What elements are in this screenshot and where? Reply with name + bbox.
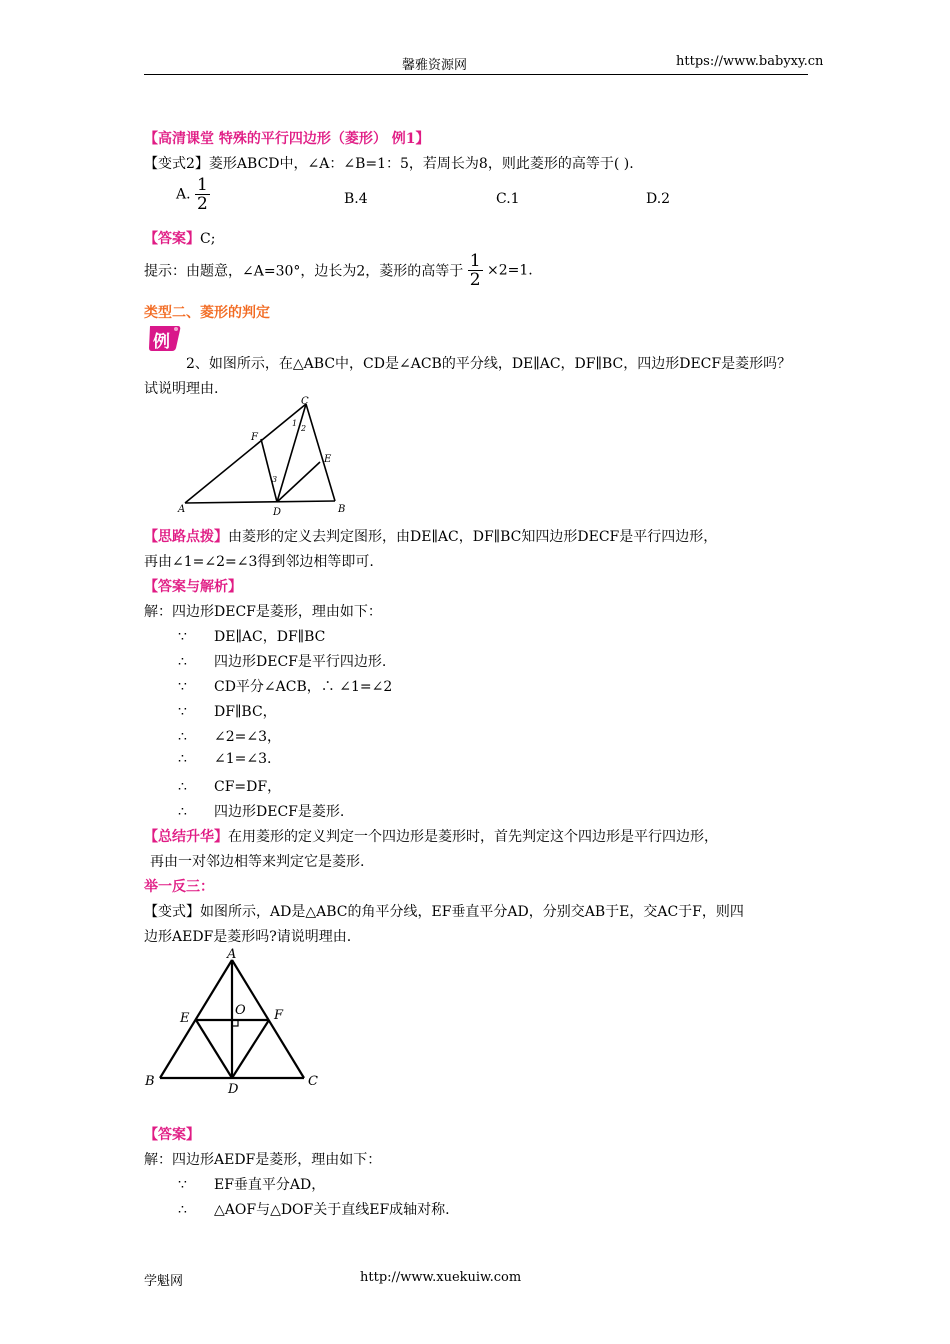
variant-line2: 边形AEDF是菱形吗?请说明理由. [144, 929, 352, 945]
label-o: O [235, 1003, 246, 1018]
solution1-step: ∴ 四边形DECF是菱形. [178, 804, 345, 820]
example2-line1: 2、如图所示，在△ABC中，CD是∠ACB的平分线，DE∥AC，DF∥BC，四边形DECF是菱形吗？ [186, 356, 792, 372]
variant2-question [144, 153, 634, 173]
solution1-step: ∴ ∠2=∠3， [178, 729, 282, 745]
option-a-fraction [195, 176, 210, 213]
option-b: B.4 [344, 191, 368, 207]
answer1-value: C; [200, 231, 216, 247]
segment-ed [196, 1020, 232, 1078]
side-ac [185, 404, 306, 503]
answer1-tag: 【答案】 [144, 231, 200, 247]
hint-den: 2 [469, 270, 481, 290]
variant-line1 [144, 901, 744, 921]
option-a-num: 1 [197, 175, 208, 195]
footer-url[interactable]: http://www.xuekuiw.com [360, 1270, 522, 1285]
summary-line2: 再由一对邻边相等来判定它是菱形. [150, 854, 365, 870]
solution1-step: ∵ DF∥BC， [178, 704, 277, 720]
answer2-tag: 【答案】 [144, 1127, 200, 1143]
label-f: F [251, 432, 258, 443]
angle-3: 3 [272, 475, 278, 484]
header-divider [144, 74, 808, 75]
hint [144, 252, 533, 289]
figure-triangle-abc [170, 394, 360, 516]
solution1-intro: 解：四边形DECF是菱形，理由如下： [144, 604, 382, 620]
solution1-step: ∵ CD平分∠ACB，∴ ∠1=∠2 [178, 679, 393, 695]
example-icon [146, 324, 182, 354]
solution1-step: ∴ ∠1=∠3. [178, 751, 272, 767]
angle-2: 2 [301, 424, 307, 433]
option-d: D.2 [646, 191, 671, 207]
summary-line1 [144, 826, 718, 846]
angle-1: 1 [292, 419, 298, 428]
solution2-step: ∴ △AOF与△DOF关于直线EF成轴对称. [178, 1202, 450, 1218]
variant2-text: 菱形ABCD中，∠A：∠B=1：5，若周长为8，则此菱形的高等于( ). [208, 156, 634, 172]
hint-fraction [468, 252, 483, 289]
label-e: E [180, 1011, 190, 1026]
header-url[interactable]: https://www.babyxy.cn [676, 54, 824, 69]
solution1-step: ∵ DE∥AC，DF∥BC [178, 629, 326, 645]
idea-line2: 再由∠1=∠2=∠3得到邻边相等即可. [144, 554, 374, 570]
hint-pre: 提示：由题意，∠A=30°，边长为2，菱形的高等于 [144, 263, 464, 280]
label-d: D [228, 1082, 239, 1096]
header-site: 馨雅资源网 [402, 58, 468, 73]
idea-text1: 由菱形的定义去判定图形，由DE∥AC，DF∥BC知四边形DECF是平行四边形， [228, 529, 718, 545]
label-e: E [324, 454, 332, 465]
figure-triangle-aedf [140, 944, 330, 1096]
label-b: B [338, 504, 346, 515]
answer1 [144, 228, 215, 248]
idea-line1 [144, 526, 717, 546]
label-f: F [274, 1008, 284, 1023]
example-icon-text: 例 [153, 332, 170, 352]
label-a: A [178, 504, 186, 515]
option-a-den: 2 [197, 194, 208, 214]
hint-num: 1 [469, 251, 481, 271]
variant2-tag: 【变式2】 [144, 156, 209, 172]
solution1-step: ∴ 四边形DECF是平行四边形. [178, 654, 387, 670]
footer-left: 学魁网 [144, 1274, 184, 1289]
summary-text1: 在用菱形的定义判定一个四边形是菱形时，首先判定这个四边形是平行四边形， [228, 829, 718, 845]
side-bc [306, 404, 335, 501]
variant-text1: 如图所示，AD是△ABC的角平分线，EF垂直平分AD，分别交AB于E，交AC于F，则四 [200, 904, 744, 920]
summary-tag: 【总结升华】 [144, 829, 228, 845]
solution2-step: ∵ EF垂直平分AD， [178, 1177, 326, 1193]
label-a: A [227, 947, 237, 962]
option-a [176, 176, 210, 213]
section-heading: 类型二、菱形的判定 [144, 305, 270, 321]
lesson-title: 【高清课堂 特殊的平行四边形（菱形） 例1】 [144, 131, 430, 147]
label-c: C [308, 1074, 318, 1089]
analysis-tag: 【答案与解析】 [144, 579, 242, 595]
practice-heading: 举一反三： [144, 879, 214, 895]
side-ab [185, 501, 335, 503]
label-c: C [301, 396, 309, 407]
idea-tag: 【思路点拨】 [144, 529, 228, 545]
option-a-prefix: A. [176, 186, 191, 203]
label-d: D [273, 507, 282, 516]
example2-line2: 试说明理由. [144, 381, 219, 397]
label-b: B [145, 1074, 155, 1089]
solution2-intro: 解：四边形AEDF是菱形，理由如下： [144, 1152, 382, 1168]
segment-fd [232, 1020, 269, 1078]
segment-df [261, 439, 277, 502]
solution1-step: ∴ CF=DF， [178, 779, 282, 795]
option-c: C.1 [496, 191, 520, 207]
variant-tag: 【变式】 [144, 904, 200, 920]
hint-post: ×2=1. [487, 262, 533, 279]
